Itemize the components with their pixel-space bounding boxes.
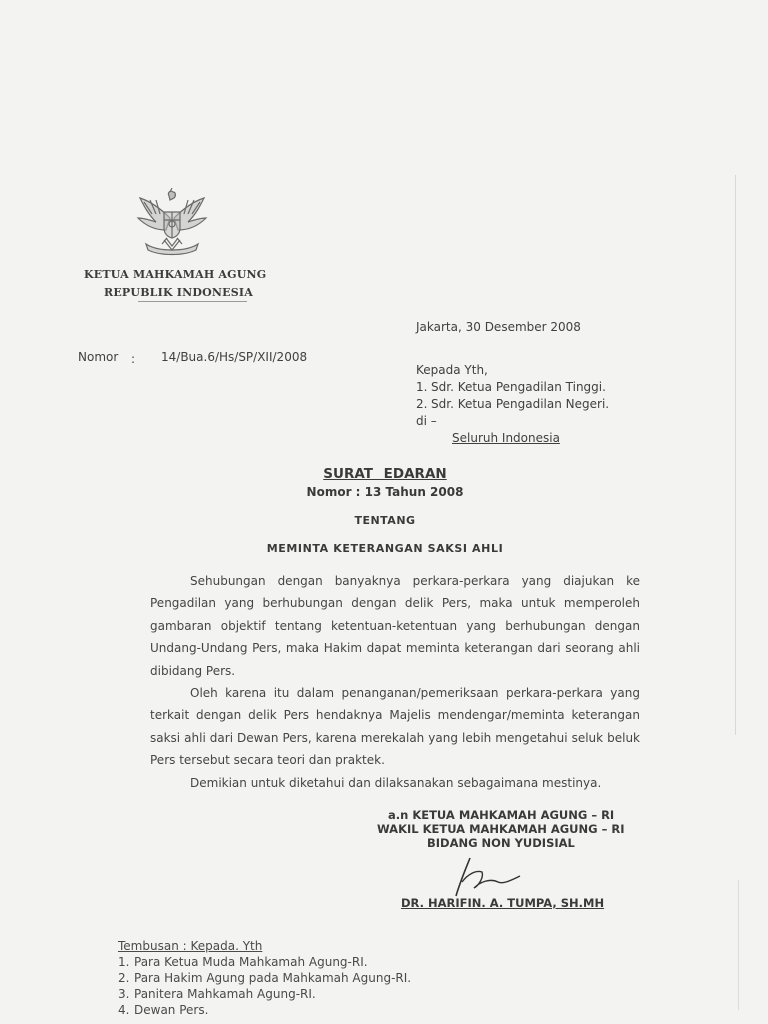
recipient-di: di – [416, 414, 437, 428]
recipient-location: Seluruh Indonesia [452, 431, 560, 445]
cc-item: 1. Para Ketua Muda Mahkamah Agung-RI. [118, 955, 368, 969]
nomor-colon: : [131, 352, 136, 366]
body-paragraph: Oleh karena itu dalam penanganan/pemeriksaan perkara-perkara yang terkait dengan delik Pers hendaknya Majelis mendengar/meminta keterangan saksi ahli dari Dewan Pers, karena merekalah yang lebih mengetahui seluk beluk Pers tersebut secara teori dan praktek. [150, 686, 640, 768]
cc-heading: Tembusan : Kepada. Yth [118, 939, 263, 953]
document-subject: MEMINTA KETERANGAN SAKSI AHLI [266, 542, 504, 555]
cc-block [118, 938, 411, 1018]
recipient-item: 1. Sdr. Ketua Pengadilan Tinggi. [416, 380, 606, 394]
recipient-item: 2. Sdr. Ketua Pengadilan Negeri. [416, 397, 610, 411]
document-about: TENTANG [354, 514, 416, 527]
nomor-value: 14/Bua.6/Hs/SP/XII/2008 [161, 350, 308, 364]
garuda-emblem-icon [134, 188, 210, 258]
signature-on-behalf: a.n KETUA MAHKAMAH AGUNG – RI [388, 808, 615, 822]
document-number: Nomor : 13 Tahun 2008 [306, 485, 464, 499]
cc-item: 3. Panitera Mahkamah Agung-RI. [118, 987, 316, 1001]
body-paragraph: Demikian untuk diketahui dan dilaksanakan sebagaimana mestinya. [190, 775, 602, 790]
place-date: Jakarta, 30 Desember 2008 [416, 320, 581, 334]
signatory-name: DR. HARIFIN. A. TUMPA, SH.MH [401, 896, 605, 910]
institution-country: REPUBLIK INDONESIA [104, 286, 253, 299]
signature-division: BIDANG NON YUDISIAL [427, 836, 575, 850]
page-edge-shadow [735, 175, 736, 735]
page-edge-shadow-lower [738, 880, 739, 1010]
cc-item: 2. Para Hakim Agung pada Mahkamah Agung-RI. [118, 971, 412, 985]
nomor-label: Nomor [78, 350, 119, 364]
handwritten-signature-icon [448, 852, 528, 898]
signature-position: WAKIL KETUA MAHKAMAH AGUNG – RI [377, 822, 625, 836]
institution-name: KETUA MAHKAMAH AGUNG [84, 268, 267, 281]
recipient-salutation: Kepada Yth, [416, 363, 488, 377]
document-title: SURAT EDARAN [323, 466, 447, 482]
body-paragraph: Sehubungan dengan banyaknya perkara-perkara yang diajukan ke Pengadilan yang berhubungan dengan delik Pers, maka untuk memperoleh gambaran objektif tentang ketentuan-ketentuan yang berhubungan dengan Undang-Undang Pers, maka Hakim dapat meminta keterangan dari seorang ahli dibidang Pers. [150, 574, 640, 678]
recipient-block [416, 362, 609, 447]
letter-body [150, 570, 640, 794]
cc-item: 4. Dewan Pers. [118, 1003, 209, 1017]
